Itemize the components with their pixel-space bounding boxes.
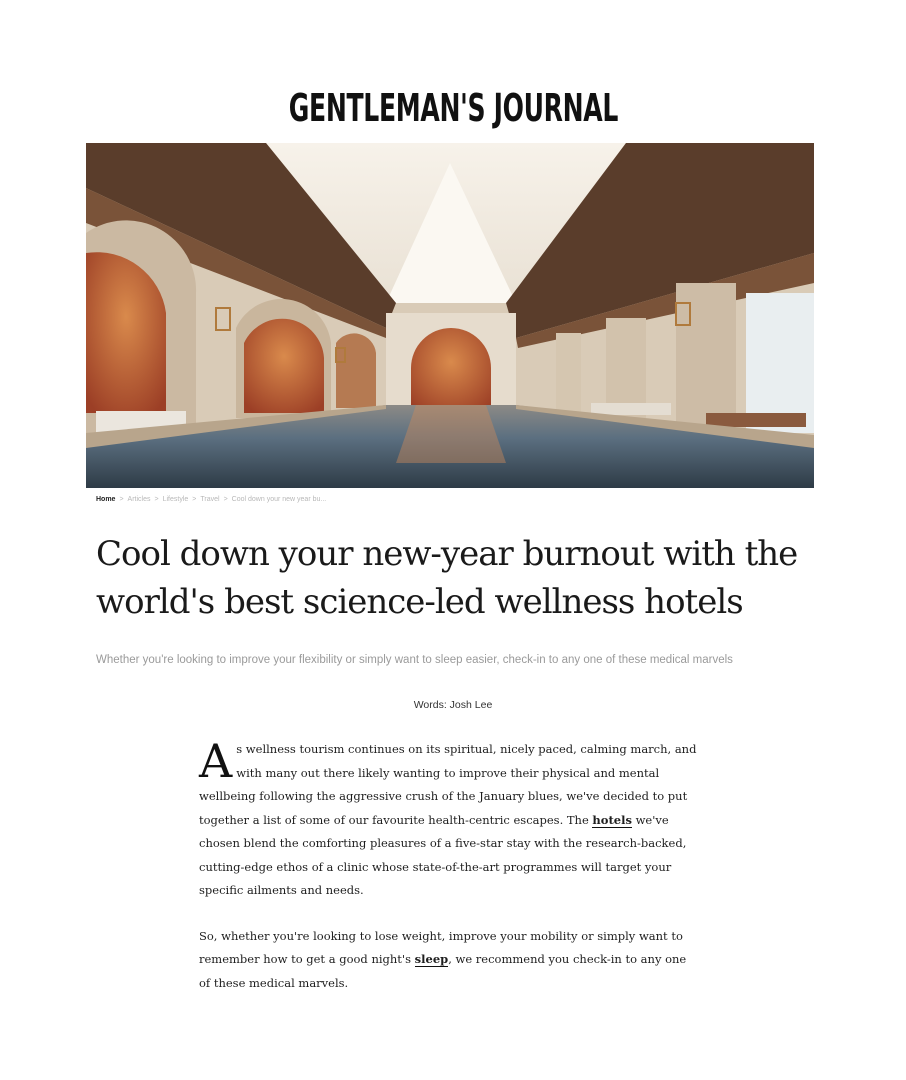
breadcrumb-home[interactable]: Home — [96, 496, 116, 503]
breadcrumb-travel[interactable]: Travel — [200, 496, 220, 503]
article-headline: Cool down your new-year burnout with the world's best science-led wellness hotels — [96, 534, 798, 622]
breadcrumb-articles[interactable]: Articles — [127, 496, 151, 503]
breadcrumb-current: Cool down your new year bu... — [231, 496, 327, 503]
breadcrumb-separator: > — [119, 496, 124, 503]
breadcrumb-separator: > — [192, 496, 197, 503]
paragraph-text: s wellness tourism continues on its spiritual, nicely paced, calming march, and with many out there likely wanting to improve their physical and mental wellbeing following the aggressive crush of the January blues, we've decided to put together a list of some of our favourite health-centric escapes. The — [199, 742, 697, 827]
pool-illustration — [86, 143, 814, 488]
article-body — [199, 734, 699, 995]
article-byline: Words: Josh Lee — [413, 699, 493, 711]
hotels-link[interactable]: hotels — [592, 812, 632, 827]
drop-cap: A — [199, 734, 233, 788]
breadcrumb-lifestyle[interactable]: Lifestyle — [162, 496, 189, 503]
article-standfirst: Whether you're looking to improve your flexibility or simply want to sleep easier, check-in to any one of these medical marvels — [96, 654, 733, 666]
breadcrumb — [96, 496, 326, 503]
breadcrumb-separator: > — [154, 496, 159, 503]
hero-image — [86, 143, 814, 488]
sleep-link[interactable]: sleep — [414, 952, 449, 966]
article-paragraph — [199, 925, 699, 996]
masthead-logo[interactable]: GENTLEMAN'S JOURNAL — [288, 86, 618, 130]
breadcrumb-separator: > — [223, 496, 228, 503]
paragraph-text: , we recommend you check-in to any one of these medical marvels. — [199, 952, 687, 990]
article-paragraph — [199, 734, 699, 903]
paragraph-text: So, whether you're looking to lose weight, improve your mobility or simply want to remember how to get a good night's — [199, 928, 683, 966]
paragraph-text: we've chosen blend the comforting pleasures of a five-star stay with the research-backed, cutting-edge ethos of a clinic whose state-of-the-art programmes will target your specific ailments and needs. — [199, 812, 687, 897]
masthead[interactable] — [0, 86, 906, 130]
